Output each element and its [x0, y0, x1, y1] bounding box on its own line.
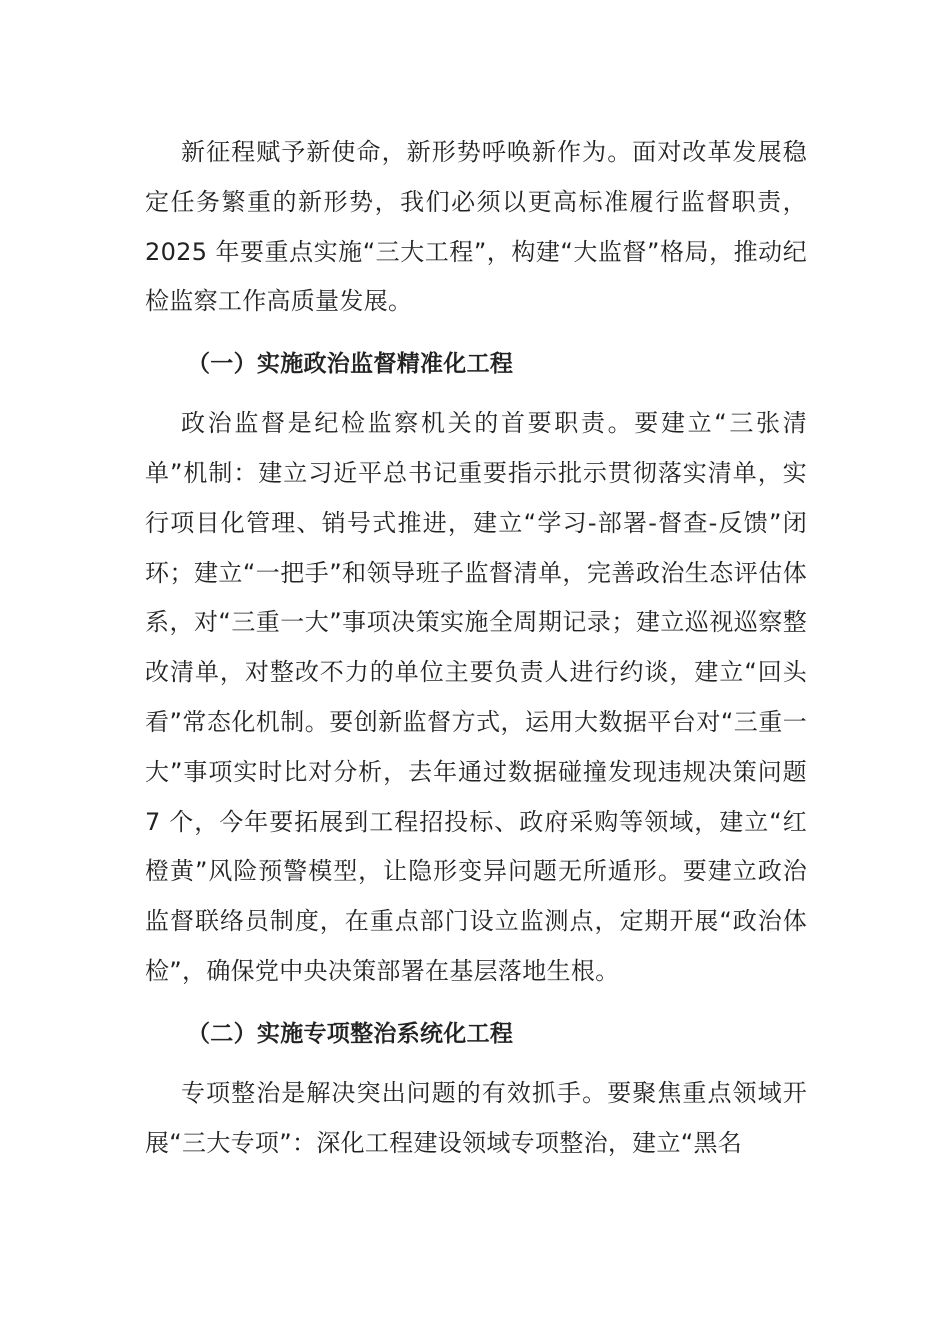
document-body: [145, 128, 807, 1168]
intro-paragraph: 新征程赋予新使命，新形势呼唤新作为。面对改革发展稳定任务繁重的新形势，我们必须以更高标准履行监督职责，2025 年要重点实施“三大工程”，构建“大监督”格局，推动纪检监察工作高质量发展。: [145, 138, 807, 316]
section2-paragraph: 专项整治是解决突出问题的有效抓手。要聚焦重点领域开展“三大专项”：深化工程建设领域专项整治，建立“黑名: [145, 1078, 807, 1157]
section1-heading: （一）实施政治监督精准化工程: [187, 351, 514, 378]
section1-paragraph: 政治监督是纪检监察机关的首要职责。要建立“三张清单”机制：建立习近平总书记重要指示批示贯彻落实清单，实行项目化管理、销号式推进，建立“学习-部署-督查-反馈”闭环；建立“一把手”和领导班子监督清单，完善政治生态评估体系，对“三重一大”事项决策实施全周期记录；建立巡视巡察整改清单，对整改不力的单位主要负责人进行约谈，建立“回头看”常态化机制。要创新监督方式，运用大数据平台对“三重一大”事项实时比对分析，去年通过数据碰撞发现违规决策问题 7 个，今年要拓展到工程招投标、政府采购等领域，建立“红橙黄”风险预警模型，让隐形变异问题无所遁形。要建立政治监督联络员制度，在重点部门设立监测点，定期开展“政治体检”，确保党中央决策部署在基层落地生根。: [145, 409, 807, 985]
section2-heading: （二）实施专项整治系统化工程: [187, 1020, 514, 1047]
